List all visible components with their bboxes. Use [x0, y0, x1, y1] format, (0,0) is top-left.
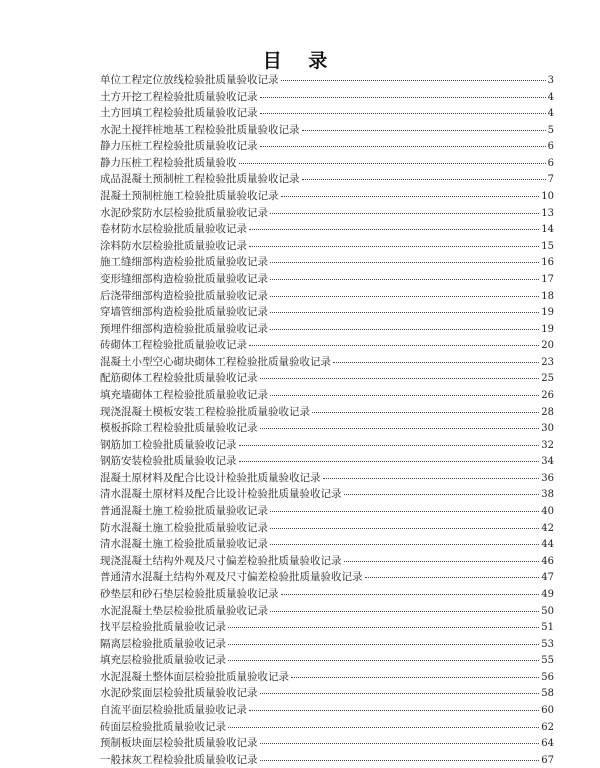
dot-leader: [270, 312, 539, 313]
dot-leader: [270, 544, 539, 545]
toc-entry-page: 6: [547, 157, 554, 169]
toc-entry[interactable]: [100, 685, 554, 702]
toc-entry-label: 水泥砂浆面层检验批质量验收记录: [100, 687, 258, 700]
toc-entry-page: 55: [541, 655, 554, 667]
toc-entry-label: 土方开挖工程检验批质量验收记录: [100, 90, 258, 103]
toc-entry-page: 16: [541, 257, 554, 269]
dot-leader: [228, 727, 539, 728]
toc-entry-label: 穿墙管细部构造检验批质量验收记录: [100, 306, 268, 319]
toc-entry-label: 砖砌体工程检验批质量验收记录: [100, 339, 247, 352]
toc-entry-page: 49: [541, 588, 554, 600]
toc-entry[interactable]: [100, 569, 554, 586]
toc-entry[interactable]: [100, 536, 554, 553]
toc-entry-page: 51: [541, 622, 554, 634]
dot-leader: [344, 561, 540, 562]
toc-entry[interactable]: [100, 321, 554, 338]
toc-entry-page: 44: [541, 539, 554, 551]
toc-entry-page: 4: [547, 108, 554, 120]
toc-entry[interactable]: [100, 520, 554, 537]
toc-entry-page: 15: [541, 240, 554, 252]
dot-leader: [281, 196, 540, 197]
toc-entry[interactable]: [100, 288, 554, 305]
dot-leader: [270, 611, 539, 612]
toc-entry-label: 混凝土预制桩施工检验批质量验收记录: [100, 190, 279, 203]
toc-entry-page: 19: [541, 323, 554, 335]
dot-leader: [270, 213, 539, 214]
toc-entry[interactable]: [100, 205, 554, 222]
toc-entry-label: 静力压桩工程检验批质量验收: [100, 156, 237, 169]
toc-entry-label: 土方回填工程检验批质量验收记录: [100, 107, 258, 120]
toc-entry-page: 67: [541, 754, 554, 766]
dot-leader: [239, 461, 540, 462]
toc-entry-label: 配筋砌体工程检验批质量验收记录: [100, 372, 258, 385]
toc-entry[interactable]: [100, 404, 554, 421]
toc-entry-page: 60: [541, 704, 554, 716]
dot-leader: [281, 594, 540, 595]
toc-entry[interactable]: [100, 387, 554, 404]
toc-entry[interactable]: [100, 370, 554, 387]
dot-leader: [228, 627, 539, 628]
dot-leader: [249, 345, 539, 346]
toc-entry-label: 普通清水混凝土结构外观及尺寸偏差检验批质量验收记录: [100, 571, 363, 584]
toc-entry-label: 自流平面层检验批质量验收记录: [100, 703, 247, 716]
toc-entry[interactable]: [100, 254, 554, 271]
toc-entry-page: 3: [547, 75, 554, 86]
toc-entry[interactable]: [100, 486, 554, 503]
toc-entry-label: 隔离层检验批质量验收记录: [100, 637, 226, 650]
dot-leader: [239, 445, 540, 446]
dot-leader: [260, 378, 540, 379]
dot-leader: [302, 179, 546, 180]
toc-entry-page: 5: [547, 124, 554, 136]
toc-entry-label: 一般抹灰工程检验批质量验收记录: [100, 753, 258, 766]
toc-entry[interactable]: [100, 453, 554, 470]
toc-entry[interactable]: [100, 603, 554, 620]
dot-leader: [344, 494, 540, 495]
dot-leader: [249, 229, 539, 230]
toc-entry-page: 32: [541, 439, 554, 451]
dot-leader: [291, 677, 539, 678]
toc-entry-page: 50: [541, 605, 554, 617]
toc-entry[interactable]: [100, 354, 554, 371]
toc-entry-page: 47: [541, 572, 554, 584]
dot-leader: [270, 279, 539, 280]
toc-entry[interactable]: [100, 105, 554, 122]
toc-entry-label: 砖面层检验批质量验收记录: [100, 720, 226, 733]
toc-entry-page: 7: [547, 174, 554, 186]
dot-leader: [365, 577, 540, 578]
toc-entry-page: 17: [541, 273, 554, 285]
dot-leader: [249, 246, 539, 247]
toc-entry-page: 62: [541, 721, 554, 733]
dot-leader: [323, 478, 540, 479]
toc-entry-label: 后浇带细部构造检验批质量验收记录: [100, 289, 268, 302]
toc-entry-page: 64: [541, 738, 554, 750]
toc-entry-label: 钢筋加工检验批质量验收记录: [100, 438, 237, 451]
toc-entry-label: 现浇混凝土模板安装工程检验批质量验收记录: [100, 405, 310, 418]
toc-entry[interactable]: [100, 437, 554, 454]
toc-entry-page: 53: [541, 638, 554, 650]
toc-entry-page: 36: [541, 472, 554, 484]
toc-entry[interactable]: [100, 89, 554, 106]
dot-leader: [302, 130, 546, 131]
toc-entry[interactable]: [100, 503, 554, 520]
toc-entry[interactable]: [100, 72, 554, 89]
toc-entry-label: 预制板块面层检验批质量验收记录: [100, 737, 258, 750]
toc-entry-label: 砂垫层和砂石垫层检验批质量验收记录: [100, 587, 279, 600]
toc-entry-page: 20: [541, 340, 554, 352]
toc-entry-page: 56: [541, 671, 554, 683]
toc-entry-label: 水泥混凝土垫层检验批质量验收记录: [100, 604, 268, 617]
dot-leader: [239, 163, 546, 164]
toc-entry-page: 6: [547, 141, 554, 153]
toc-entry[interactable]: [100, 553, 554, 570]
toc-entry-label: 水泥土搅拌桩地基工程检验批质量验收记录: [100, 123, 300, 136]
toc-entry-page: 34: [541, 456, 554, 468]
toc-entry-label: 找平层检验批质量验收记录: [100, 621, 226, 634]
toc-entry-page: 25: [541, 373, 554, 385]
toc-entry[interactable]: [100, 221, 554, 238]
toc-entry-label: 清水混凝土施工检验批质量验收记录: [100, 538, 268, 551]
dot-leader: [333, 362, 539, 363]
toc-entry-label: 混凝土小型空心砌块砌体工程检验批质量验收记录: [100, 355, 331, 368]
toc-entry-label: 涂料防水层检验批质量验收记录: [100, 239, 247, 252]
toc-entry[interactable]: [100, 122, 554, 139]
toc-entry-label: 现浇混凝土结构外观及尺寸偏差检验批质量验收记录: [100, 554, 342, 567]
toc-entry-label: 单位工程定位放线检验批质量验收记录: [100, 74, 279, 86]
toc-entry[interactable]: [100, 420, 554, 437]
toc-entry-page: 13: [541, 207, 554, 219]
dot-leader: [228, 660, 539, 661]
page-title: 目 录: [262, 50, 338, 72]
toc-entry-page: 19: [541, 307, 554, 319]
toc-entry[interactable]: [100, 337, 554, 354]
toc-entry[interactable]: [100, 238, 554, 255]
toc-entry-page: 10: [541, 191, 554, 203]
toc-entry-page: 18: [541, 290, 554, 302]
toc-entry-label: 防水混凝土施工检验批质量验收记录: [100, 521, 268, 534]
dot-leader: [270, 511, 539, 512]
toc-entry-page: 42: [541, 522, 554, 534]
toc-entry-label: 水泥砂浆防水层检验批质量验收记录: [100, 206, 268, 219]
table-of-contents: [100, 72, 554, 768]
toc-entry-label: 填充墙砌体工程检验批质量验收记录: [100, 388, 268, 401]
toc-entry-label: 模板拆除工程检验批质量验收记录: [100, 422, 258, 435]
toc-entry-label: 填充层检验批质量验收记录: [100, 654, 226, 667]
toc-entry-page: 38: [541, 489, 554, 501]
dot-leader: [281, 80, 546, 81]
toc-entry[interactable]: [100, 470, 554, 487]
dot-leader: [260, 146, 546, 147]
toc-entry-label: 变形缝细部构造检验批质量验收记录: [100, 272, 268, 285]
dot-leader: [270, 262, 539, 263]
toc-entry[interactable]: [100, 752, 554, 768]
toc-entry-label: 普通混凝土施工检验批质量验收记录: [100, 505, 268, 518]
dot-leader: [228, 644, 539, 645]
toc-entry-page: 23: [541, 356, 554, 368]
dot-leader: [260, 113, 546, 114]
dot-leader: [270, 296, 539, 297]
toc-entry-label: 卷材防水层检验批质量验收记录: [100, 223, 247, 236]
toc-entry-page: 30: [541, 423, 554, 435]
toc-entry[interactable]: [100, 155, 554, 172]
toc-entry-page: 58: [541, 688, 554, 700]
dot-leader: [260, 760, 540, 761]
toc-entry-page: 4: [547, 91, 554, 103]
toc-entry[interactable]: [100, 652, 554, 669]
toc-entry-label: 清水混凝土原材料及配合比设计检验批质量验收记录: [100, 488, 342, 501]
dot-leader: [270, 329, 539, 330]
toc-entry[interactable]: [100, 669, 554, 686]
toc-entry-label: 静力压桩工程检验批质量验收记录: [100, 140, 258, 153]
dot-leader: [260, 743, 540, 744]
toc-entry-page: 46: [541, 555, 554, 567]
toc-entry-label: 施工缝细部构造检验批质量验收记录: [100, 256, 268, 269]
toc-entry[interactable]: [100, 304, 554, 321]
toc-entry[interactable]: [100, 171, 554, 188]
toc-entry[interactable]: [100, 586, 554, 603]
toc-entry-page: 26: [541, 389, 554, 401]
toc-entry-page: 28: [541, 406, 554, 418]
dot-leader: [260, 693, 540, 694]
toc-entry-page: 14: [541, 224, 554, 236]
dot-leader: [270, 528, 539, 529]
toc-entry[interactable]: [100, 138, 554, 155]
dot-leader: [260, 428, 540, 429]
toc-entry[interactable]: [100, 719, 554, 736]
toc-entry[interactable]: [100, 619, 554, 636]
toc-entry[interactable]: [100, 735, 554, 752]
toc-entry[interactable]: [100, 188, 554, 205]
toc-entry[interactable]: [100, 271, 554, 288]
dot-leader: [270, 395, 539, 396]
dot-leader: [312, 412, 539, 413]
toc-entry-label: 预埋件细部构造检验批质量验收记录: [100, 322, 268, 335]
toc-entry-label: 钢筋安装检验批质量验收记录: [100, 455, 237, 468]
dot-leader: [249, 710, 539, 711]
toc-entry-label: 水泥混凝土整体面层检验批质量验收记录: [100, 670, 289, 683]
toc-entry[interactable]: [100, 636, 554, 653]
toc-entry[interactable]: [100, 702, 554, 719]
toc-entry-label: 混凝土原材料及配合比设计检验批质量验收记录: [100, 471, 321, 484]
dot-leader: [260, 97, 546, 98]
toc-entry-page: 40: [541, 506, 554, 518]
toc-entry-label: 成品混凝土预制桩工程检验批质量验收记录: [100, 173, 300, 186]
